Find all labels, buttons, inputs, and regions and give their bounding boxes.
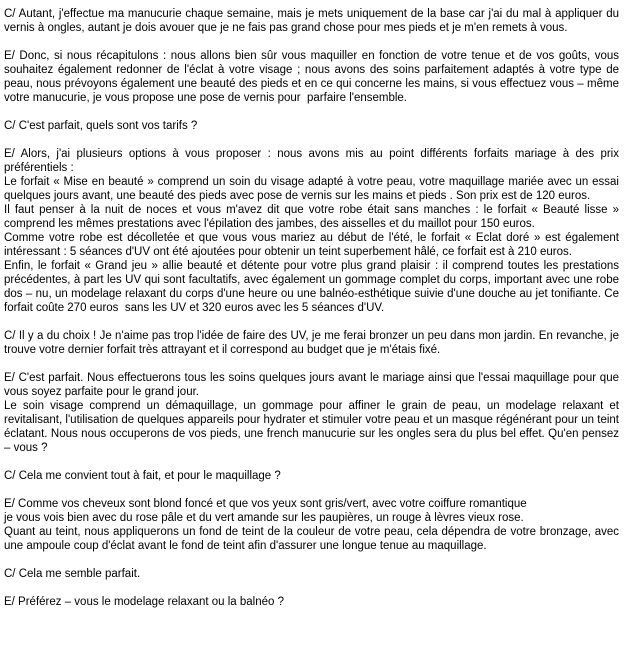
dialogue-line: Enfin, le forfait « Grand jeu » allie beauté et détente pour votre plus grand plaisir : il comprend toutes les prestations précédentes, à part les UV qui sont facultatifs, avec également un gommage complet du corps, important avec une robe dos – nu, un modelage relaxant du corps d'une heure ou une balnéo-esthétique suivie d'une douche au jet tonifiante. Ce forfait coûte 270 euros sans les UV et 320 euros avec les 5 séances d'UV. [4, 260, 623, 314]
dialogue-paragraph-c-2 [4, 119, 619, 133]
dialogue-line: E/ C'est parfait. Nous effectuerons tous les soins quelques jours avant le mariage ainsi que l'essai maquillage pour que vous soyez parfaite pour le grand jour. [4, 372, 623, 398]
dialogue-paragraph-c-8 [4, 567, 619, 581]
dialogue-paragraph-c-4 [4, 329, 623, 357]
dialogue-line: E/ Comme vos cheveux sont blond foncé et que vos yeux sont gris/vert, avec votre coiffure romantique [4, 498, 527, 510]
dialogue-paragraph-e-3 [4, 147, 623, 315]
dialogue-line: Quant au teint, nous appliquerons un fond de teint de la couleur de votre peau, cela dépendra de votre bronzage, avec une ampoule coup d'éclat avant le fond de teint afin d'assurer une longue tenue au maquillage. [4, 526, 623, 552]
dialogue-line: Comme votre robe est décolletée et que vous vous mariez au début de l'été, le forfait « Eclat doré » est également intéressant : 5 séances d'UV ont été ajoutées pour obtenir un teint superbement hâlé, ce forfait est à 210 euros. [4, 232, 623, 258]
dialogue-line: Le soin visage comprend un démaquillage, un gommage pour affiner le grain de peau, un modelage relaxant et revitalisant, l'utilisation de quelques appareils pour hydrater et stimuler votre peau et un masque régénérant pour un teint éclatant. Nous nous occuperons de vos pieds, une french manucurie sur les ongles sera du plus bel effet. Qu'en pensez – vous ? [4, 400, 623, 454]
dialogue-line: E/ Donc, si nous récapitulons : nous allons bien sûr vous maquiller en fonction de votre tenue et de vos goûts, vous souhaitez également redonner de l'éclat à votre visage ; nous avons des soins parfaitement adaptés à votre type de peau, nous prévoyons également une beauté des pieds et en ce qui concerne les mains, si vous effectuez vous – même votre manucurie, je vous propose une pose de vernis pour parfaire l'ensemble. [4, 50, 623, 104]
dialogue-paragraph-e-1 [4, 49, 623, 105]
dialogue-line: E/ Alors, j'ai plusieurs options à vous proposer : nous avons mis au point différents forfaits mariage à des prix préférentiels : [4, 148, 623, 174]
dialogue-line: Le forfait « Mise en beauté » comprend un soin du visage adapté à votre peau, votre maquillage mariée avec un essai quelques jours avant, une beauté des pieds avec pose de vernis sur les mains et pieds . Son prix est de 120 euros. [4, 176, 623, 202]
dialogue-paragraph-e-5 [4, 371, 623, 455]
dialogue-paragraph-e-7 [4, 497, 623, 553]
dialogue-line: E/ Préférez – vous le modelage relaxant ou la balnéo ? [4, 596, 285, 608]
dialogue-paragraph-c-6 [4, 469, 619, 483]
dialogue-line: Il faut penser à la nuit de noces et vous m'avez dit que votre robe était sans manches : le forfait « Beauté lisse » comprend les mêmes prestations avec l'épilation des jambes, des aisselles et du maillot pour 150 euros. [4, 204, 623, 230]
dialogue-line: je vous vois bien avec du rose pâle et du vert amande sur les paupières, un rouge à lèvres vieux rose. [4, 512, 524, 524]
dialogue-paragraph-c-0 [4, 7, 623, 35]
dialogue-line: C/ Autant, j'effectue ma manucurie chaque semaine, mais je mets uniquement de la base car j'ai du mal à appliquer du vernis à ongles, autant je dois avouer que je ne fais pas grand chose pour mes pieds et je m'en remets à vous. [4, 8, 623, 34]
dialogue-paragraph-e-9 [4, 595, 619, 609]
dialogue-line: C/ Cela me convient tout à fait, et pour le maquillage ? [4, 470, 281, 482]
dialogue-line: C/ Il y a du choix ! Je n'aime pas trop l'idée de faire des UV, je me ferai bronzer un peu dans mon jardin. En revanche, je trouve votre dernier forfait très attrayant et il correspond au budget que je m'étais fixé. [4, 330, 623, 356]
dialogue-line: C/ C'est parfait, quels sont vos tarifs ? [4, 120, 198, 132]
dialogue-line: C/ Cela me semble parfait. [4, 568, 141, 580]
